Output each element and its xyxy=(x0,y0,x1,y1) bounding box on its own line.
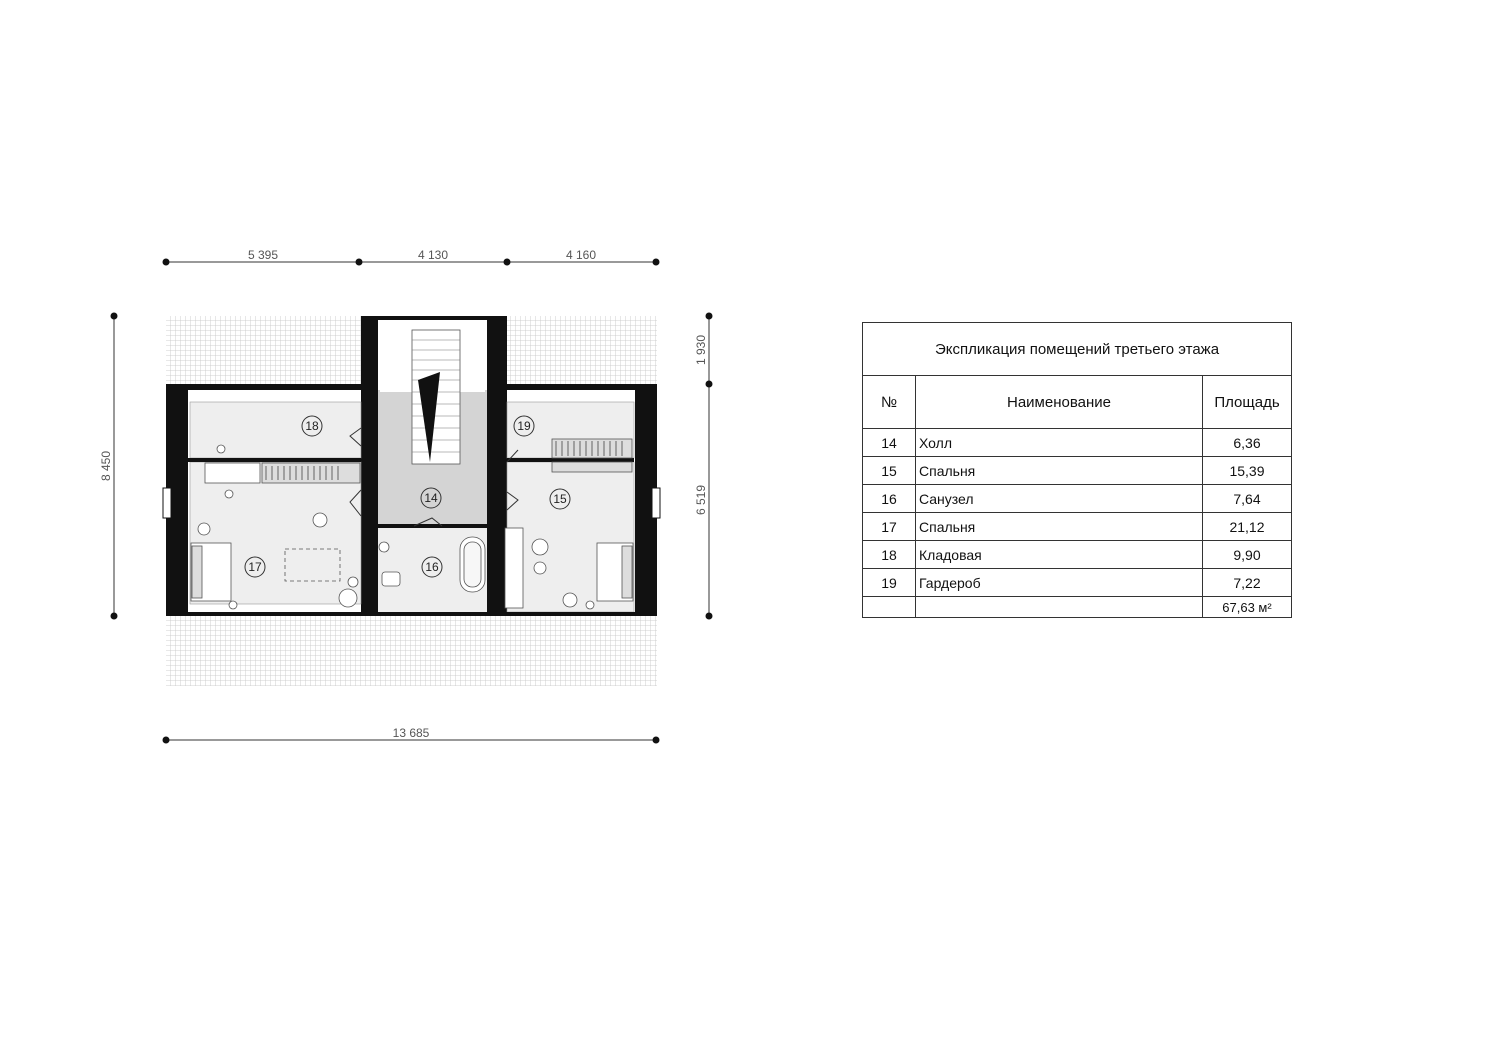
dimension-top xyxy=(163,248,660,266)
furniture-18 xyxy=(217,445,225,453)
header-area: Площадь xyxy=(1203,376,1292,429)
svg-text:6 519: 6 519 xyxy=(694,484,708,516)
wall-stair-left xyxy=(361,316,378,616)
svg-text:19: 19 xyxy=(517,419,531,433)
roof-top-right xyxy=(507,316,657,386)
svg-text:8 450: 8 450 xyxy=(99,450,113,482)
window-right xyxy=(652,488,660,518)
total-row xyxy=(863,597,1292,618)
roof-bottom xyxy=(166,616,657,686)
row-area: 7,22 xyxy=(1203,569,1292,597)
row-area: 6,36 xyxy=(1203,429,1292,457)
row-name: Спальня xyxy=(916,457,1203,485)
row-number: 19 xyxy=(863,569,916,597)
svg-text:13 685: 13 685 xyxy=(392,726,430,740)
row-area: 21,12 xyxy=(1203,513,1292,541)
row-area: 9,90 xyxy=(1203,541,1292,569)
roof-top-left xyxy=(166,316,361,386)
wall-bottom xyxy=(188,612,635,616)
total-empty-name xyxy=(916,597,1203,618)
header-number: № xyxy=(863,376,916,429)
table-row xyxy=(863,513,1292,541)
row-name: Гардероб xyxy=(916,569,1203,597)
svg-text:5 395: 5 395 xyxy=(247,248,279,262)
window-left xyxy=(163,488,171,518)
table-row xyxy=(863,429,1292,457)
row-number: 14 xyxy=(863,429,916,457)
dimension-left xyxy=(99,313,118,620)
wall-15-19 xyxy=(507,458,634,462)
row-number: 15 xyxy=(863,457,916,485)
wall-17-18 xyxy=(188,458,361,462)
row-name: Санузел xyxy=(916,485,1203,513)
table-row xyxy=(863,569,1292,597)
svg-text:16: 16 xyxy=(425,560,439,574)
table-row xyxy=(863,457,1292,485)
table-row xyxy=(863,485,1292,513)
svg-text:18: 18 xyxy=(305,419,319,433)
table-title: Экспликация помещений третьего этажа xyxy=(863,323,1292,376)
wall-stair-top xyxy=(378,316,487,320)
table-row xyxy=(863,541,1292,569)
svg-text:4 130: 4 130 xyxy=(417,248,449,262)
dimension-right xyxy=(694,313,713,620)
svg-text:15: 15 xyxy=(553,492,567,506)
total-area: 67,63 м² xyxy=(1203,597,1292,618)
explication-table xyxy=(862,322,1292,618)
total-empty-number xyxy=(863,597,916,618)
row-number: 16 xyxy=(863,485,916,513)
row-name: Холл xyxy=(916,429,1203,457)
wall-top-left xyxy=(166,384,361,390)
header-name: Наименование xyxy=(916,376,1203,429)
svg-text:1 930: 1 930 xyxy=(694,334,708,366)
row-number: 18 xyxy=(863,541,916,569)
wall-top-right xyxy=(487,384,657,390)
row-area: 15,39 xyxy=(1203,457,1292,485)
row-name: Кладовая xyxy=(916,541,1203,569)
furniture-19 xyxy=(552,439,632,472)
floor-plan xyxy=(0,0,760,800)
svg-text:4 160: 4 160 xyxy=(565,248,597,262)
dimension-bottom xyxy=(163,726,660,744)
svg-text:17: 17 xyxy=(248,560,262,574)
row-name: Спальня xyxy=(916,513,1203,541)
wall-stair-right xyxy=(487,316,507,616)
svg-text:14: 14 xyxy=(424,491,438,505)
row-area: 7,64 xyxy=(1203,485,1292,513)
row-number: 17 xyxy=(863,513,916,541)
room-18-floor xyxy=(190,402,361,458)
wall-14-16 xyxy=(378,524,487,528)
